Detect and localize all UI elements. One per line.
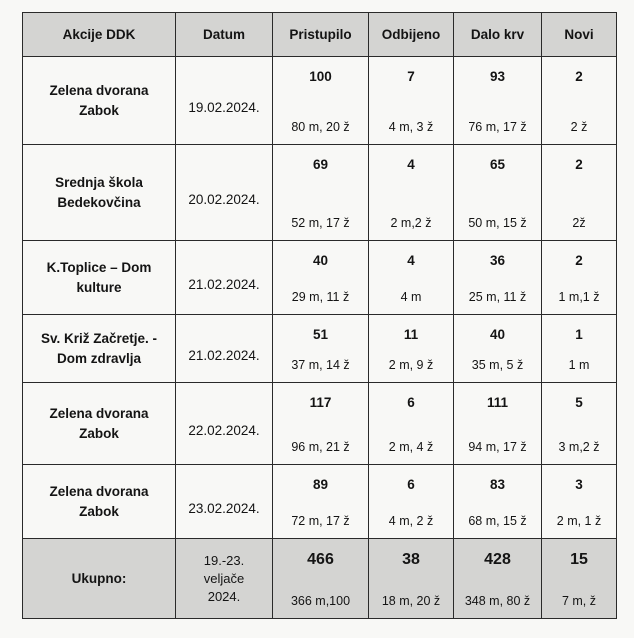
header-datum: Datum <box>176 13 273 57</box>
odbijeno-total: 6 <box>407 395 415 410</box>
table-row <box>23 241 617 315</box>
date-value: 22.02.2024. <box>188 423 260 438</box>
dalo-krv-split: 76 m, 17 ž <box>468 120 527 134</box>
table-row <box>23 315 617 383</box>
odbijeno-split: 2 m, 9 ž <box>388 358 434 372</box>
summary-pristupilo-cell <box>273 539 369 619</box>
dalo-krv-total: 65 <box>489 157 506 172</box>
odbijeno-cell <box>369 465 454 539</box>
location-cell <box>23 315 176 383</box>
summary-novi-cell <box>542 539 617 619</box>
header-pristupilo: Pristupilo <box>273 13 369 57</box>
table-row <box>23 57 617 145</box>
date-value: 20.02.2024. <box>188 192 260 207</box>
summary-dalo-krv-split: 348 m, 80 ž <box>464 594 531 608</box>
header-akcije: Akcije DDK <box>23 13 176 57</box>
location-label: Srednja škola Bedekovčina <box>55 174 143 210</box>
summary-odbijeno-cell <box>369 539 454 619</box>
table-row <box>23 383 617 465</box>
odbijeno-split: 4 m <box>400 290 422 304</box>
odbijeno-total: 6 <box>407 477 415 492</box>
dalo-krv-total: 93 <box>489 69 506 84</box>
dalo-krv-split: 25 m, 11 ž <box>468 290 527 304</box>
odbijeno-cell <box>369 383 454 465</box>
date-value: 23.02.2024. <box>188 501 260 516</box>
summary-label: Ukupno: <box>71 571 127 586</box>
odbijeno-split: 2 m, 4 ž <box>388 440 434 454</box>
odbijeno-total: 7 <box>407 69 415 84</box>
summary-dalo-krv-cell <box>454 539 542 619</box>
novi-split: 1 m <box>568 358 590 372</box>
novi-cell <box>542 57 617 145</box>
location-label: Sv. Križ Začretje. - Dom zdravlja <box>40 330 158 366</box>
novi-split: 3 m,2 ž <box>558 440 600 454</box>
novi-cell <box>542 465 617 539</box>
header-odbijeno: Odbijeno <box>369 13 454 57</box>
dalo-krv-split: 50 m, 15 ž <box>468 216 527 230</box>
dalo-krv-cell <box>454 241 542 315</box>
odbijeno-total: 4 <box>407 253 415 268</box>
location-cell <box>23 465 176 539</box>
novi-cell <box>542 383 617 465</box>
summary-dalo-krv-total: 428 <box>484 551 511 568</box>
pristupilo-cell <box>273 465 369 539</box>
summary-label-cell <box>23 539 176 619</box>
dalo-krv-cell <box>454 57 542 145</box>
dalo-krv-total: 83 <box>489 477 506 492</box>
pristupilo-cell <box>273 383 369 465</box>
header-dalo-krv: Dalo krv <box>454 13 542 57</box>
odbijeno-split: 4 m, 3 ž <box>388 120 434 134</box>
novi-cell <box>542 315 617 383</box>
odbijeno-cell <box>369 57 454 145</box>
dalo-krv-total: 40 <box>489 327 506 342</box>
novi-split: 2 m, 1 ž <box>556 514 602 528</box>
dalo-krv-cell <box>454 465 542 539</box>
novi-split: 1 m,1 ž <box>558 290 600 304</box>
donation-table <box>22 12 617 619</box>
date-value: 21.02.2024. <box>188 348 260 363</box>
location-cell <box>23 145 176 241</box>
location-label: Zelena dvorana Zabok <box>49 405 149 441</box>
odbijeno-split: 2 m,2 ž <box>390 216 432 230</box>
summary-novi-total: 15 <box>570 551 588 568</box>
summary-pristupilo-split: 366 m,100 <box>290 594 351 608</box>
odbijeno-cell <box>369 241 454 315</box>
novi-total: 2 <box>575 69 583 84</box>
novi-total: 2 <box>575 157 583 172</box>
dalo-krv-cell <box>454 383 542 465</box>
dalo-krv-split: 35 m, 5 ž <box>471 358 524 372</box>
location-label: Zelena dvorana Zabok <box>49 483 149 519</box>
date-value: 21.02.2024. <box>188 277 260 292</box>
novi-cell <box>542 241 617 315</box>
location-cell <box>23 383 176 465</box>
location-cell <box>23 57 176 145</box>
header-row <box>23 13 617 57</box>
pristupilo-total: 117 <box>309 395 332 410</box>
pristupilo-total: 100 <box>309 69 332 84</box>
novi-split: 2ž <box>572 216 586 230</box>
novi-split: 2 ž <box>570 120 588 134</box>
pristupilo-cell <box>273 315 369 383</box>
date-cell <box>176 465 273 539</box>
odbijeno-cell <box>369 145 454 241</box>
pristupilo-total: 51 <box>312 327 329 342</box>
odbijeno-split: 4 m, 2 ž <box>388 514 434 528</box>
summary-date-cell <box>176 539 273 619</box>
dalo-krv-total: 111 <box>486 395 509 410</box>
pristupilo-total: 89 <box>312 477 329 492</box>
pristupilo-cell <box>273 145 369 241</box>
novi-total: 2 <box>575 253 583 268</box>
location-cell <box>23 241 176 315</box>
date-cell <box>176 145 273 241</box>
table-row <box>23 145 617 241</box>
novi-total: 3 <box>575 477 583 492</box>
pristupilo-split: 80 m, 20 ž <box>291 120 350 134</box>
header-novi: Novi <box>542 13 617 57</box>
dalo-krv-cell <box>454 145 542 241</box>
dalo-krv-total: 36 <box>489 253 506 268</box>
location-label: Zelena dvorana Zabok <box>49 82 149 118</box>
dalo-krv-cell <box>454 315 542 383</box>
novi-cell <box>542 145 617 241</box>
summary-novi-split: 7 m, ž <box>561 594 597 608</box>
table-row <box>23 465 617 539</box>
date-value: 19.02.2024. <box>188 100 260 115</box>
summary-pristupilo-total: 466 <box>307 551 334 568</box>
odbijeno-total: 11 <box>403 327 419 342</box>
location-label: K.Toplice – Dom kulture <box>46 259 152 295</box>
summary-row <box>23 539 617 619</box>
pristupilo-total: 40 <box>312 253 329 268</box>
odbijeno-cell <box>369 315 454 383</box>
novi-total: 1 <box>575 327 583 342</box>
pristupilo-cell <box>273 57 369 145</box>
pristupilo-cell <box>273 241 369 315</box>
pristupilo-split: 37 m, 14 ž <box>291 358 350 372</box>
date-cell <box>176 383 273 465</box>
dalo-krv-split: 68 m, 15 ž <box>468 514 527 528</box>
dalo-krv-split: 94 m, 17 ž <box>468 440 527 454</box>
pristupilo-split: 96 m, 21 ž <box>291 440 350 454</box>
pristupilo-split: 29 m, 11 ž <box>291 290 350 304</box>
pristupilo-split: 52 m, 17 ž <box>291 216 350 230</box>
date-cell <box>176 57 273 145</box>
date-cell <box>176 241 273 315</box>
summary-odbijeno-total: 38 <box>402 551 420 568</box>
pristupilo-split: 72 m, 17 ž <box>291 514 350 528</box>
date-cell <box>176 315 273 383</box>
pristupilo-total: 69 <box>312 157 329 172</box>
odbijeno-total: 4 <box>407 157 415 172</box>
novi-total: 5 <box>575 395 583 410</box>
summary-odbijeno-split: 18 m, 20 ž <box>381 594 441 608</box>
summary-date: 19.-23. veljače 2024. <box>203 552 245 604</box>
